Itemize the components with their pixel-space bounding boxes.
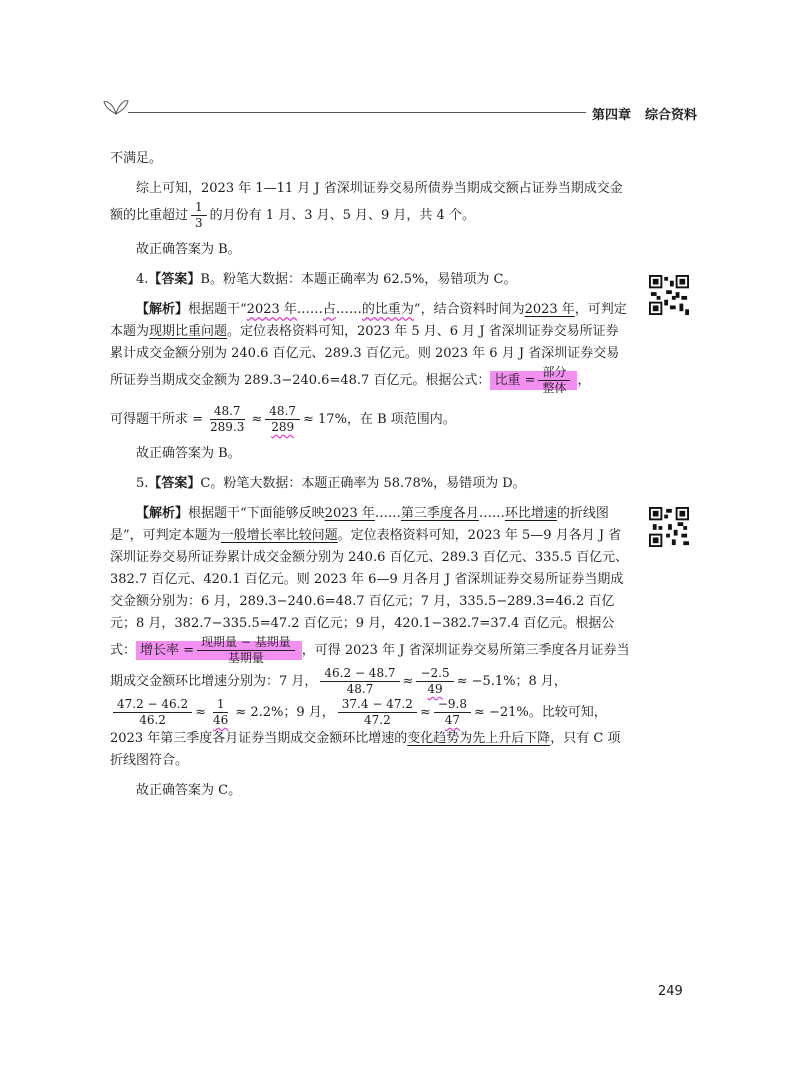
analysis-5 [110,503,630,772]
fraction [113,697,192,728]
answer-text: C。粉笔大数据：本题正确率为 58.78%，易错项为 D。 [200,476,526,491]
fraction-numerator: 48.7 [210,404,245,420]
qr-code-icon [649,507,689,547]
fraction-denominator: 47.2 [363,713,391,727]
keyword: 占 [322,302,336,317]
keyword: 的比重为 [361,302,414,317]
fraction [338,697,417,728]
fraction-denominator: 289 [271,420,295,434]
text: 可得题干所求 = [110,412,204,427]
fraction-denominator: 基期量 [227,651,264,665]
fraction [320,666,399,697]
fraction-numerator: 48.7 [265,404,300,420]
fraction [416,666,453,697]
text: ≈ 17%，在 B 项范围内。 [303,412,456,427]
approx: ≈ [195,705,207,720]
analysis-label: 【解析】 [136,302,189,317]
text: 的月份有 1 月、3 月、5 月、9 月，共 4 个。 [209,208,475,223]
fraction-numerator: 部分 [538,365,570,381]
text: …… [374,506,401,521]
keyword: 第三季度各月 [400,506,479,521]
fraction-denominator: 46.2 [139,713,166,727]
fraction [191,200,207,231]
text: ，可得 2023 年 J 省深圳证券交易所第三季度各月证券当期成交金额环比增速分别为：7 月， [110,643,630,689]
paragraph: 不满足。 [110,151,163,166]
text: ≈ 2.2%； [235,705,297,720]
text: …… [296,302,323,317]
keyword: 现期比重问题 [149,324,228,339]
text: 9 月， [296,705,335,720]
leaf-icon [103,96,129,116]
question-number: 4. [136,272,149,287]
text: 根据题干“下面能够反映 [188,506,325,521]
text: …… [478,506,505,521]
text: ≈ −5.1%；8 月， [456,674,567,689]
text: ”，结合资料时间为 [413,302,525,317]
answer-4 [110,269,630,291]
formula-left: 增长率 = [140,643,195,658]
qr-code-icon [649,275,689,315]
chapter-title [586,104,711,123]
highlighted-formula [136,635,302,665]
keyword: 2023 年 [324,506,375,521]
page-body [110,148,630,810]
keyword: 2023 年 [246,302,297,317]
text: 。定位表格资料可知，2023 年 5—9 月各月 J 省深圳证券交易所证券累计成交金额分别为 240.6 百亿元、289.3 百亿元、335.5 百亿元、382.7 百亿元、420.1 百亿元。则 2023 年 6—9 月各月 J 省深圳证券交易所证券当期成交金额分别为：6 月，289.3−240.6=48.7 百亿元；7 月，335.5−289.3=46.2 百亿元；8 月，382.7−335.5=47.2 百亿元；9 月，420.1−382.7=37.4 百亿元。根据公式： [110,528,629,658]
question-number: 5. [136,476,149,491]
conclusion: 故正确答案为 B。 [136,446,241,461]
fraction-numerator: −2.5 [416,666,453,682]
fraction [197,635,295,666]
fraction-numerator: −9.8 [434,697,471,713]
keyword: 一般增长率比较问题 [220,528,338,543]
fraction-denominator: 46 [213,713,229,727]
analysis-4: 【解析】根据题干“2023 年……占……的比重为”，结合资料时间为2023 年，可判定本题为现期比重问题。定位表格资料可知，2023 年 5 月、6 月 J 省深圳证券交易所证券累计成交金额分别为 240.6 百亿元、289.3 百亿元。则 2023 年 6 月 J 省深圳证券交易所证券当期成交金额为 289.3−240.6=48.7 百亿元。根据公式： 比重 = $\frac{\text{部分}}{\text{整体}}$ ， [110,302,627,395]
text: 综上可知，2023 年 1—11 月 J 省深圳证券交易所债券当期成交额占证券当期成交金额的比重超过 [110,181,623,223]
fraction [265,404,300,435]
fraction-denominator: 整体 [542,381,567,395]
highlighted-formula [490,365,577,395]
conclusion: 故正确答案为 C。 [136,783,242,798]
answer-label: 【答案】 [148,476,201,491]
fraction [538,365,570,396]
text: ，可判定本题为 [110,302,627,339]
fraction-denominator: 289.3 [210,420,245,434]
fraction-numerator: 1 [213,697,229,713]
fraction [434,697,471,728]
analysis-label: 【解析】 [136,506,189,521]
fraction-numerator: 47.2 − 46.2 [113,697,192,713]
calc-4: 可得题干所求 = $\frac{48.7}{289.3}$ ≈ $\frac{48.7}{289}$ ≈ 17%，在 B 项范围内。 [110,404,456,434]
keyword: 变化趋势为先上升后下降 [407,731,551,746]
answer-text: B。粉笔大数据：本题正确率为 62.5%，易错项为 C。 [200,272,517,287]
fraction [209,697,232,728]
answer-label: 【答案】 [148,272,201,287]
fraction-denominator: 49 [427,682,443,696]
text: 的折线图是”，可判定本题为 [110,506,609,543]
fraction-denominator: 47 [444,713,461,727]
text: 根据题干“ [188,302,247,317]
text: 。定位表格资料可知，2023 年 5 月、6 月 J 省深圳证券交易所证券累计成交金额分别为 240.6 百亿元、289.3 百亿元。则 2023 年 6 月 J 省深圳证券交易所证券当期成交金额为 289.3−240.6=48.7 百亿元。根据公式： [110,324,620,388]
section-title: 综合资料 [645,108,698,123]
fraction-denominator: 48.7 [346,682,374,696]
page-number: 249 [658,984,683,999]
approx: ≈ [402,674,414,689]
answer-5 [110,473,630,495]
fraction-numerator: 现期量 − 基期量 [197,635,295,651]
keyword: 2023 年 [524,302,575,317]
chapter-number: 第四章 [592,108,632,123]
paragraph [110,178,630,231]
conclusion: 故正确答案为 B。 [136,242,241,257]
fraction-denominator: 3 [195,216,203,230]
approx: ≈ [419,705,431,720]
text: ≈ −21%。比较可知，2023 年第三季度各月证券当期成交金额环比增速的 [110,705,607,746]
text: …… [335,302,362,317]
fraction [206,404,248,435]
text: ，只有 C 项折线图符合。 [110,731,621,768]
keyword: 环比增速 [504,506,557,521]
fraction-numerator: 1 [191,200,207,216]
fraction-numerator: 37.4 − 47.2 [338,697,417,713]
page-header [0,0,800,140]
formula-left: 比重 = [494,373,536,388]
fraction-numerator: 46.2 − 48.7 [320,666,399,682]
